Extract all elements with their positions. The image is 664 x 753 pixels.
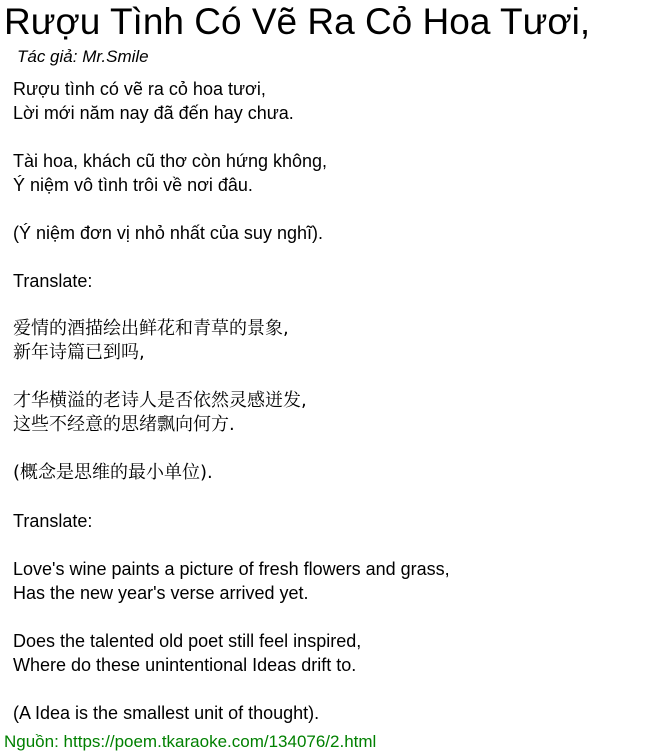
stanza-english-1 [13,557,653,605]
translate-label: Translate: [13,511,93,531]
translate-heading-2 [13,509,653,533]
poem-line: Ý niệm vô tình trôi về nơi đâu. [13,175,253,195]
stanza-vietnamese-note [13,221,653,245]
translate-label: Translate: [13,271,93,291]
poem-line: Has the new year's verse arrived yet. [13,583,309,603]
poem-line: Tài hoa, khách cũ thơ còn hứng không, [13,151,328,171]
poem-title: Rượu Tình Có Vẽ Ra Cỏ Hoa Tươi, [4,1,591,42]
poem-line: Lời mới năm nay đã đến hay chưa. [13,103,294,123]
stanza-english-note [13,701,653,725]
stanza-english-2 [13,629,653,677]
poem-line: 爱情的酒描绘出鲜花和青草的景象, [13,318,289,339]
author-line: Tác giả: Mr.Smile [17,47,149,66]
poem-line: Does the talented old poet still feel inspired, [13,631,362,651]
poem-line: Where do these unintentional Ideas drift to. [13,655,357,675]
poem-line: 才华横溢的老诗人是否依然灵感迸发, [13,390,307,411]
poem-line: Love's wine paints a picture of fresh flowers and grass, [13,559,450,579]
stanza-vietnamese-2 [13,149,653,197]
poem-line: (Ý niệm đơn vị nhỏ nhất của suy nghĩ). [13,223,323,243]
poem-line: 这些不经意的思绪飘向何方. [13,414,235,435]
poem-line: Rượu tình có vẽ ra cỏ hoa tươi, [13,79,266,99]
poem-line: 新年诗篇已到吗, [13,342,145,363]
poem-line: (A Idea is the smallest unit of thought). [13,703,320,723]
translate-heading-1 [13,269,653,293]
stanza-vietnamese-1 [13,77,653,125]
stanza-chinese-2 [13,389,653,437]
stanza-chinese-note [13,461,653,485]
source-link[interactable]: Nguồn: https://poem.tkaraoke.com/134076/2.html [4,732,377,751]
stanza-chinese-1 [13,317,653,365]
poem-body [13,77,653,749]
poem-line: (概念是思维的最小单位). [13,462,213,483]
